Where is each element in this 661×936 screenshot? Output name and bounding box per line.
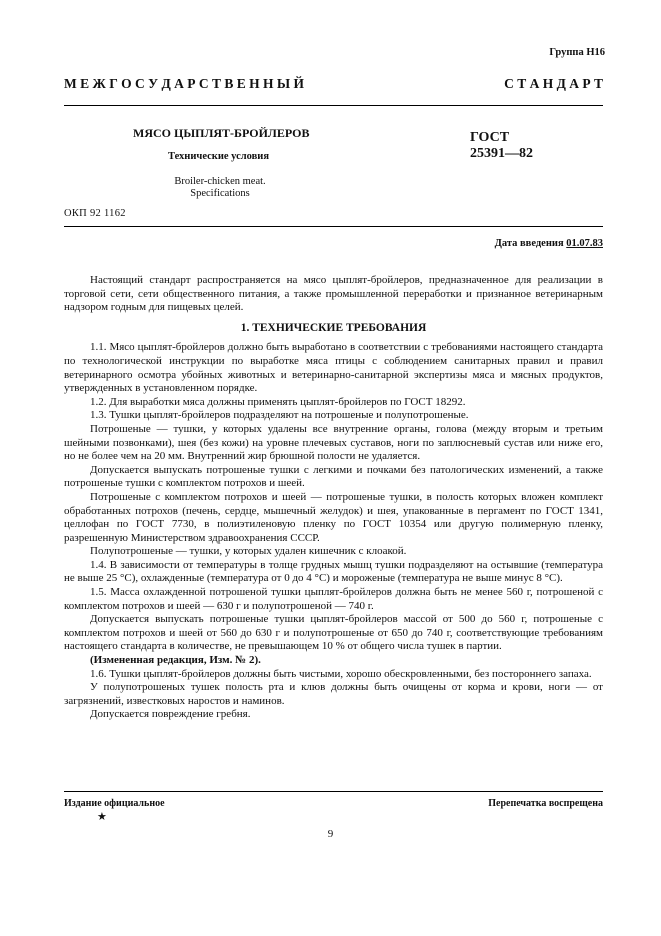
english-title [160, 176, 280, 200]
standard-banner [64, 76, 603, 92]
document-title: МЯСО ЦЫПЛЯТ-БРОЙЛЕРОВ [133, 126, 310, 140]
paragraph-1-5: 1.5. Масса охлажденной потрошеной тушки цыплят-бройлеров должна быть не менее 560 г, потрошеной с комплектом потрохов и шеей — 630 г и полупотрошеной — 740 г. [64, 586, 603, 612]
paragraph-comb-damage: Допускается повреждение гребня. [90, 708, 251, 721]
paragraph-giblets: Потрошеные с комплектом потрохов и шеей — потрошеные тушки, в полость которых вложен комплект обработанных потрохов (печень, сердце, мышечный желудок) и шея, упакованные в пергамент по ГОСТ 1341, целлофан по ГОСТ 7730, в полиэтиленовую пленку по ГОСТ 10354 или другую полимерную пленку, разрешенную Министерством здравоохранения СССР. [64, 490, 603, 544]
okp-code: ОКП 92 1162 [64, 208, 126, 219]
amendment-note: (Измененная редакция, Изм. № 2). [90, 654, 261, 667]
paragraph-1-2: 1.2. Для выработки мяса должны применять цыплят-бройлеров по ГОСТ 18292. [90, 395, 466, 408]
star-icon: ★ [97, 811, 107, 823]
document-body [64, 274, 603, 722]
paragraph-semi-gutted: Полупотрошеные — тушки, у которых удален кишечник с клоакой. [90, 545, 407, 558]
paragraph-1-6: 1.6. Тушки цыплят-бройлеров должны быть чистыми, хорошо обескровленными, без постороннего запаха. [90, 667, 592, 680]
introduction-date [495, 238, 603, 249]
section-title: 1. ТЕХНИЧЕСКИЕ ТРЕБОВАНИЯ [240, 321, 427, 334]
document-subtitle: Технические условия [168, 151, 270, 162]
english-title-line-1: Broiler-chicken meat. [174, 176, 266, 187]
paragraph-1-1: 1.1. Мясо цыплят-бройлеров должно быть выработано в соответствии с требованиями настоящего стандарта по технологической инструкции по выработке мяса птицы с соблюдением санитарных правил и правил ветеринарного осмотра убойных животных и ветеринарно-санитарной экспертизы мяса и мясных продуктов, утвержденных в установленном порядке. [64, 341, 603, 395]
gost-label: ГОСТ [470, 130, 510, 145]
gost-number: 25391—82 [470, 146, 533, 161]
banner-word-2: С Т А Н Д А Р Т [504, 76, 603, 91]
paragraph-1-4: 1.4. В зависимости от температуры в толще грудных мышц тушки подразделяют на остывшие (температура не выше 25 °С), охлажденные (температура от 0 до 4 °С) и мороженые (температура не выше минус 8 °С). [64, 558, 603, 585]
banner-word-1: М Е Ж Г О С У Д А Р С Т В Е Н Н Ы Й [64, 76, 305, 91]
paragraph-semi-gutted-cleaning: У полупотрошеных тушек полость рта и клюв должны быть очищены от корма и крови, ноги — от загрязнений, известковых наростов и наминов. [64, 681, 603, 707]
okp-rule [64, 226, 603, 227]
page-number: 9 [327, 828, 334, 840]
paragraph-gutted: Потрошеные — тушки, у которых удалены все внутренние органы, голова (между вторым и третьим шейными позвонками), шея (без кожи) на уровне плечевых суставов, ноги по заплюсневый сустав или ниже его, но не более чем на 20 мм. Внутренний жир брюшной полости не удаляется. [64, 422, 603, 463]
paragraph-allowed-mass: Допускается выпускать потрошеные тушки цыплят-бройлеров массой от 500 до 560 г, потрошеные с комплектом потрохов и шеей от 560 до 630 г и полупотрошеные от 650 до 740 г, соответствующие требованиям настоящего стандарта в количестве, не превышающем 10 % от общего числа тушек в партии. [64, 613, 603, 653]
footer-rule [64, 791, 603, 792]
english-title-line-2: Specifications [190, 188, 250, 199]
gost-designation [470, 130, 533, 162]
introduction-date-value: 01.07.83 [566, 238, 603, 249]
paragraph-allowed-lungs: Допускается выпускать потрошеные тушки с легкими и почками без патологических изменений, а также потрошеные тушки с комплектом потрохов и шеей. [64, 463, 603, 490]
intro-paragraph: Настоящий стандарт распространяется на мясо цыплят-бройлеров, предназначенное для реализации в торговой сети, сети общественного питания, а также промышленной переработки и признанное ветеринарным надзором годным для пищевых целей. [64, 274, 603, 314]
reprint-prohibited-label: Перепечатка воспрещена [488, 798, 603, 809]
paragraph-1-3: 1.3. Тушки цыплят-бройлеров подразделяют на потрошеные и полупотрошеные. [90, 409, 469, 422]
introduction-date-label: Дата введения [494, 238, 564, 249]
official-edition-label: Издание официальное [64, 798, 165, 809]
group-label: Группа Н16 [549, 47, 605, 58]
header-rule [64, 105, 603, 106]
